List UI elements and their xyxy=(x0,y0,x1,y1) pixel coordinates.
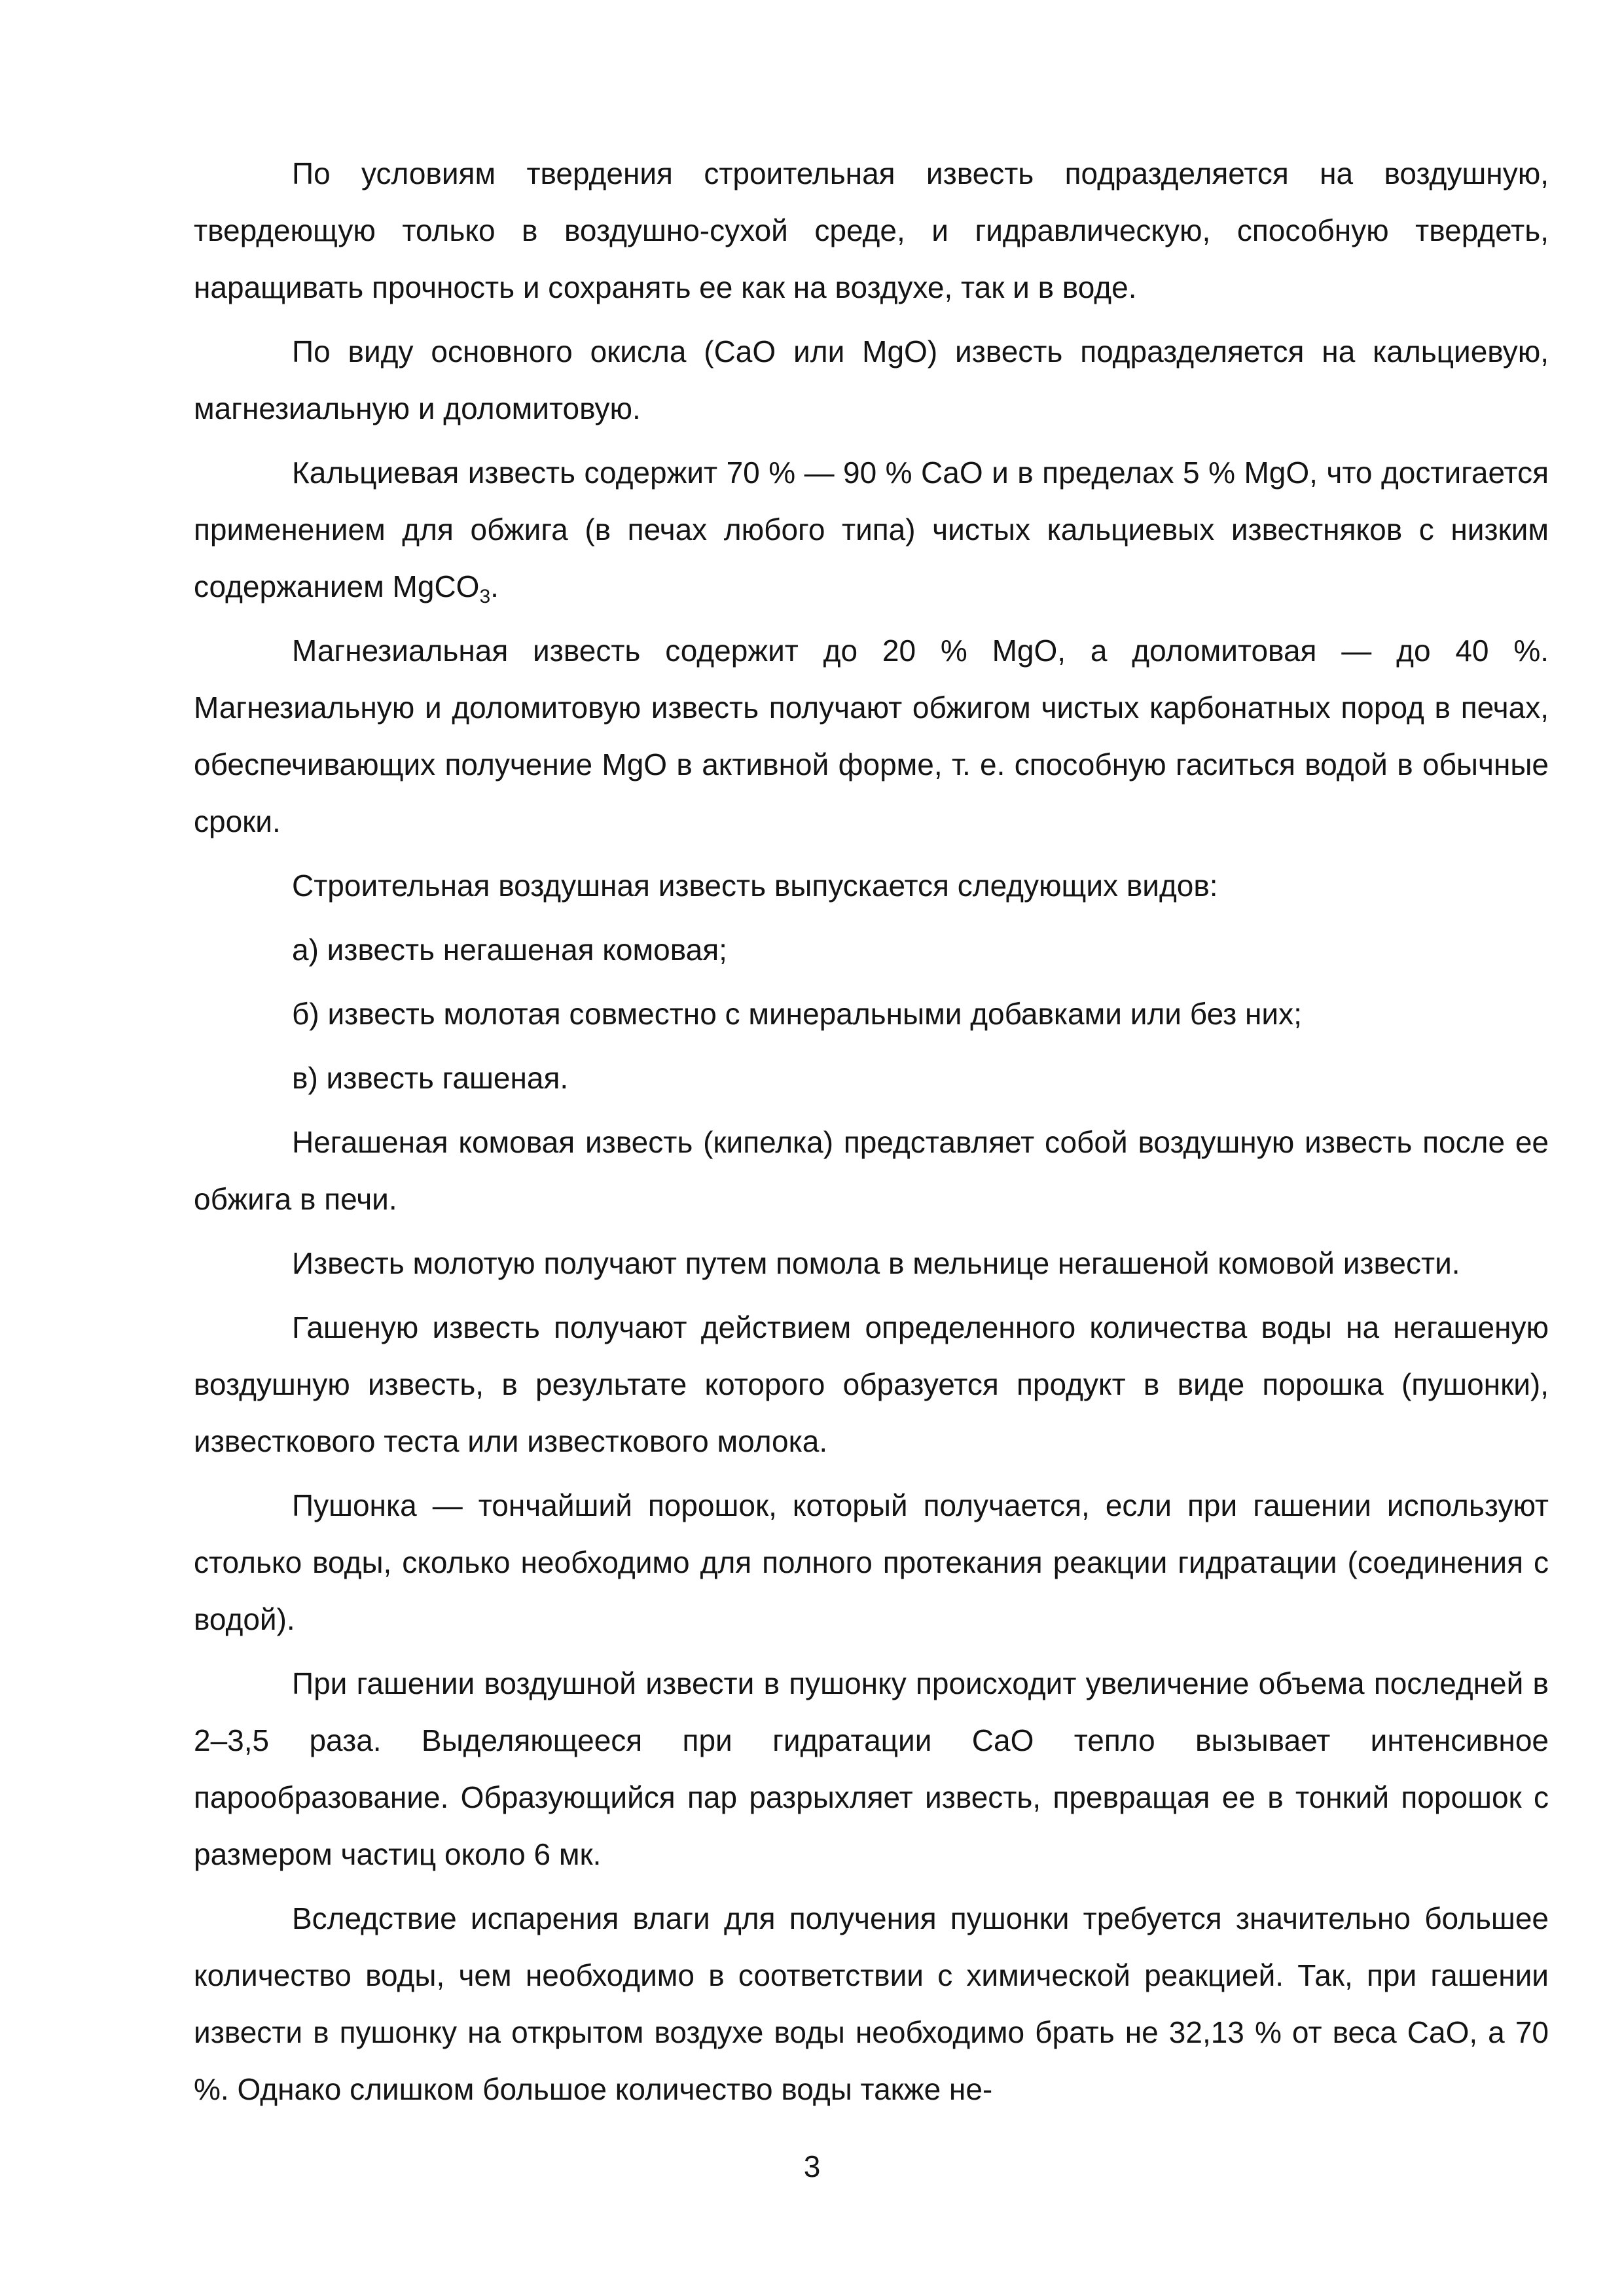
paragraph-volume-increase: При гашении воздушной извести в пушонку происходит увеличение объема последней в 2–3,5 раза. Выделяющееся при гидратации CaO тепло вызывает интенсивное парообразование. Образующийся пар разрыхляет известь, превращая ее в тонкий порошок с размером частиц около 6 мк. xyxy=(194,1666,1549,1871)
paragraph-slaked-lime: Гашеную известь получают действием определенного количества воды на негашеную воздушную известь, в результате которого образуется продукт в виде порошка (пушонки), известкового теста или известкового молока. xyxy=(194,1310,1549,1458)
paragraph-oxide-type: По виду основного окисла (CaO или MgO) известь подразделяется на кальциевую, магнезиальную и доломитовую. xyxy=(194,334,1549,425)
paragraph-ground-lime: Известь молотую получают путем помола в мельнице негашеной комовой извести. xyxy=(292,1246,1460,1280)
list-item-c: в) известь гашеная. xyxy=(292,1061,569,1095)
page-number: 3 xyxy=(803,2149,821,2183)
paragraph-quicklime: Негашеная комовая известь (кипелка) представляет собой воздушную известь после ее обжига в печи. xyxy=(194,1125,1549,1216)
paragraph-hardening-conditions: По условиям твердения строительная известь подразделяется на воздушную, твердеющую только в воздушно-сухой среде, и гидравлическую, способную твердеть, наращивать прочность и сохранять ее как на воздухе, так и в воде. xyxy=(194,156,1549,304)
list-item-a: а) известь негашеная комовая; xyxy=(292,933,727,967)
subscript-3: 3 xyxy=(479,586,491,607)
paragraph-hydrated-powder: Пушонка — тончайший порошок, который получается, если при гашении используют столько воды, сколько необходимо для полного протекания реакции гидратации (соединения с водой). xyxy=(194,1488,1549,1636)
paragraph-calcium-lime-tail: . xyxy=(490,569,499,603)
paragraph-calcium-lime-text: Кальциевая известь содержит 70 % — 90 % CaO и в пределах 5 % MgO, что достигается применением для обжига (в печах любого типа) чистых кальциевых известняков с низким содержанием MgCO xyxy=(194,456,1549,603)
list-item-b: б) известь молотая совместно с минеральными добавками или без них; xyxy=(292,997,1302,1031)
paragraph-lime-kinds-intro: Строительная воздушная известь выпускается следующих видов: xyxy=(292,869,1218,903)
body-text xyxy=(194,145,1549,2125)
paragraph-water-amount: Вследствие испарения влаги для получения пушонки требуется значительно большее количество воды, чем необходимо в соответствии с химической реакцией. Так, при гашении извести в пушонку на открытом воздухе воды необходимо брать не 32,13 % от веса CaO, а 70 %. Однако слишком большое количество воды также не- xyxy=(194,1901,1549,2106)
paragraph-magnesian-lime: Магнезиальная известь содержит до 20 % MgO, а доломитовая — до 40 %. Магнезиальную и доломитовую известь получают обжигом чистых карбонатных пород в печах, обеспечивающих получение MgO в активной форме, т. е. способную гаситься водой в обычные сроки. xyxy=(194,634,1549,838)
paragraph-calcium-lime xyxy=(194,444,1549,615)
